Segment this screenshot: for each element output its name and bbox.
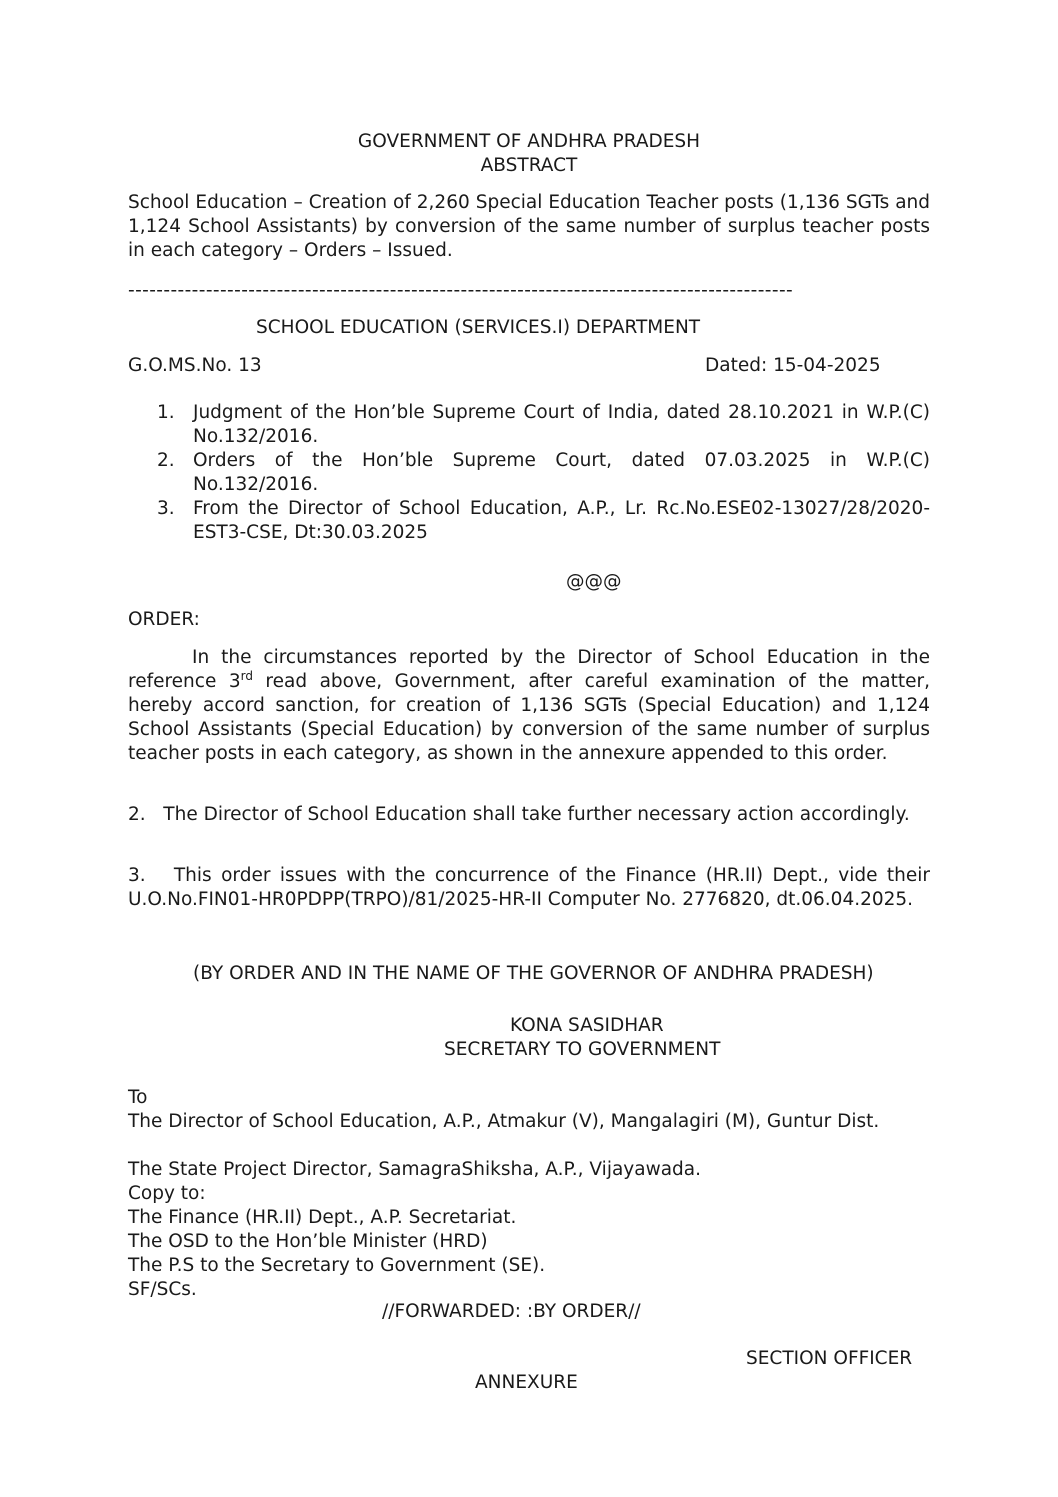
reference-number: 3. — [157, 498, 175, 519]
para1-superscript: rd — [240, 668, 253, 683]
go-date: Dated: 15-04-2025 — [705, 355, 881, 376]
department-name: SCHOOL EDUCATION (SERVICES.I) DEPARTMENT — [256, 317, 701, 338]
order-heading: ORDER: — [128, 609, 200, 630]
reference-number: 2. — [157, 450, 175, 471]
reference-item — [157, 401, 930, 449]
recipient-1: The Director of School Education, A.P., Atmakur (V), Mangalagiri (M), Guntur Dist. — [128, 1111, 880, 1132]
annexure-heading: ANNEXURE — [475, 1372, 578, 1393]
order-paragraph-1 — [128, 646, 930, 766]
go-number: G.O.MS.No. 13 — [128, 355, 262, 376]
forwarded-line: //FORWARDED: :BY ORDER// — [382, 1301, 641, 1322]
copy-recipient-3: The P.S to the Secretary to Government (SE). — [128, 1255, 546, 1276]
reference-text: Orders of the Hon’ble Supreme Court, dated 07.03.2025 in W.P.(C) No.132/2016. — [193, 450, 930, 495]
signatory-name: KONA SASIDHAR — [510, 1015, 664, 1036]
reference-item — [157, 497, 930, 545]
copy-to-label: Copy to: — [128, 1183, 206, 1204]
section-officer: SECTION OFFICER — [746, 1348, 913, 1369]
section-separator: @@@ — [566, 571, 622, 592]
header-government: GOVERNMENT OF ANDHRA PRADESH — [357, 131, 701, 152]
subject-paragraph: School Education – Creation of 2,260 Special Education Teacher posts (1,136 SGTs and 1,124 School Assistants) by conversion of the same number of surplus teacher posts in each category – Orders – Issued. — [128, 192, 930, 261]
signatory-designation: SECRETARY TO GOVERNMENT — [444, 1039, 721, 1060]
copy-recipient-4: SF/SCs. — [128, 1279, 197, 1300]
to-label: To — [128, 1087, 148, 1108]
references-list — [157, 401, 930, 545]
reference-item — [157, 449, 930, 497]
divider-line: ---------------------------------------------------------------------------------------------- — [128, 280, 794, 301]
by-order-line: (BY ORDER AND IN THE NAME OF THE GOVERNOR OF ANDHRA PRADESH) — [193, 963, 874, 984]
header-abstract: ABSTRACT — [480, 155, 578, 176]
reference-number: 1. — [157, 402, 175, 423]
order-paragraph-2: 2. The Director of School Education shall take further necessary action accordingly. — [128, 804, 910, 825]
reference-text: From the Director of School Education, A.P., Lr. Rc.No.ESE02-13027/28/2020-EST3-CSE, Dt:30.03.2025 — [193, 498, 930, 543]
copy-recipient-1: The Finance (HR.II) Dept., A.P. Secretariat. — [128, 1207, 517, 1228]
para1-text-start: In the circumstances reported by the Director of School Education in the reference 3 — [128, 647, 930, 692]
recipient-2: The State Project Director, SamagraShiksha, A.P., Vijayawada. — [128, 1159, 702, 1180]
para1-text-end: read above, Government, after careful examination of the matter, hereby accord sanction, for creation of 1,136 SGTs (Special Education) and 1,124 School Assistants (Special Education) by conversion of the same number of surplus teacher posts in each category, as shown in the annexure appended to this order. — [128, 671, 930, 764]
copy-recipient-2: The OSD to the Hon’ble Minister (HRD) — [128, 1231, 488, 1252]
reference-text: Judgment of the Hon’ble Supreme Court of India, dated 28.10.2021 in W.P.(C) No.132/2016. — [193, 402, 930, 447]
order-paragraph-3: 3. This order issues with the concurrence of the Finance (HR.II) Dept., vide their U.O.No.FIN01-HR0PDPP(TRPO)/81/2025-HR-II Computer No. 2776820, dt.06.04.2025. — [128, 865, 936, 910]
